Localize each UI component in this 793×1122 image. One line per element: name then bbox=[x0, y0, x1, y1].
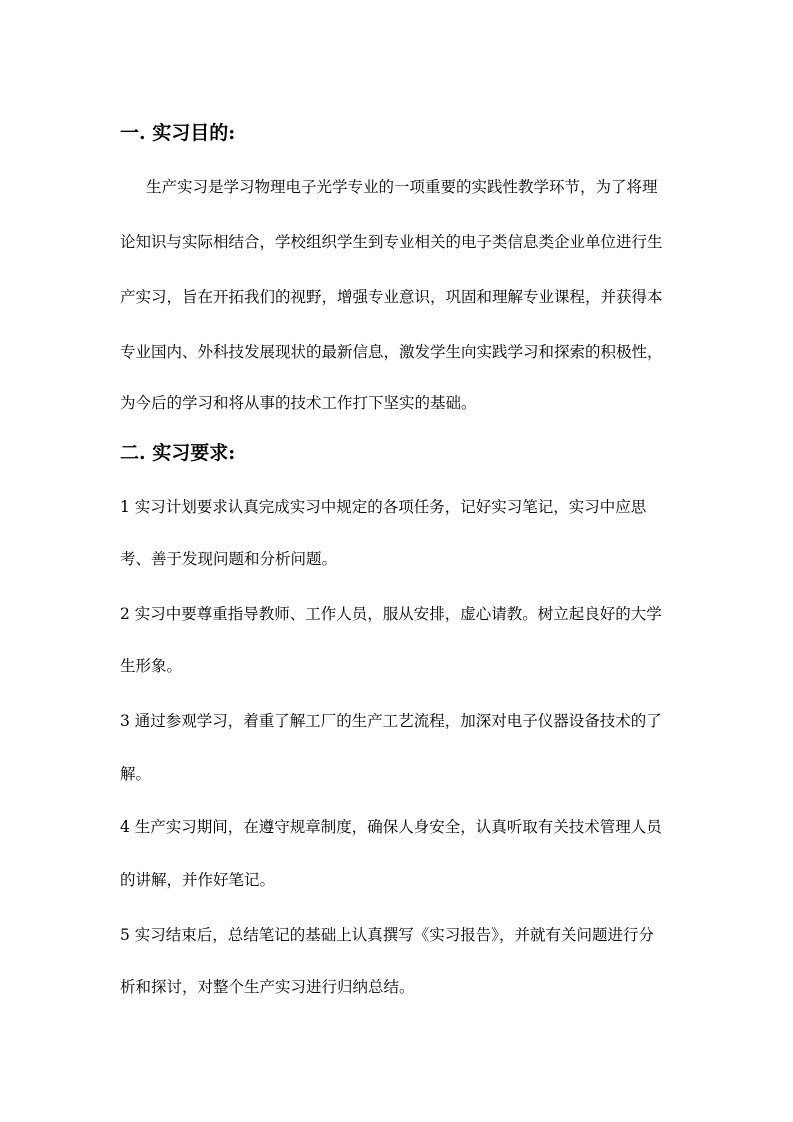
requirement-line: 2 实习中要尊重指导教师、工作人员，服从安排，虚心请教。树立起良好的大学 bbox=[120, 605, 662, 623]
requirement-line: 5 实习结束后，总结笔记的基础上认真撰写《实习报告》，并就有关问题进行分 bbox=[120, 926, 655, 944]
paragraph-line: 产实习，旨在开拓我们的视野，增强专业意识，巩固和理解专业课程，并获得本 bbox=[120, 288, 663, 306]
requirement-line: 1 实习计划要求认真完成实习中规定的各项任务，记好实习笔记，实习中应思 bbox=[120, 498, 647, 516]
requirement-line: 考、善于发现问题和分析问题。 bbox=[120, 550, 338, 568]
paragraph-line: 为今后的学习和将从事的技术工作打下坚实的基础。 bbox=[120, 394, 477, 412]
paragraph-line: 论知识与实际相结合，学校组织学生到专业相关的电子类信息类企业单位进行生 bbox=[120, 233, 663, 251]
requirement-line: 析和探讨，对整个生产实习进行归纳总结。 bbox=[120, 978, 415, 996]
paragraph-line: 生产实习是学习物理电子光学专业的一项重要的实践性教学环节，为了将理 bbox=[146, 178, 658, 196]
paragraph-line: 专业国内、外科技发展现状的最新信息，激发学生向实践学习和探索的积极性， bbox=[120, 343, 663, 361]
requirement-line: 4 生产实习期间，在遵守规章制度，确保人身安全，认真听取有关技术管理人员 bbox=[120, 818, 662, 836]
requirement-line: 解。 bbox=[120, 765, 152, 783]
requirement-line: 的讲解，并作好笔记。 bbox=[120, 871, 276, 889]
section-heading-purpose: 一. 实习目的: bbox=[120, 122, 236, 144]
requirement-line: 生形象。 bbox=[120, 657, 183, 675]
section-heading-requirements: 二. 实习要求: bbox=[120, 442, 236, 464]
requirement-line: 3 通过参观学习，着重了解工厂的生产工艺流程，加深对电子仪器设备技术的了 bbox=[120, 712, 662, 730]
